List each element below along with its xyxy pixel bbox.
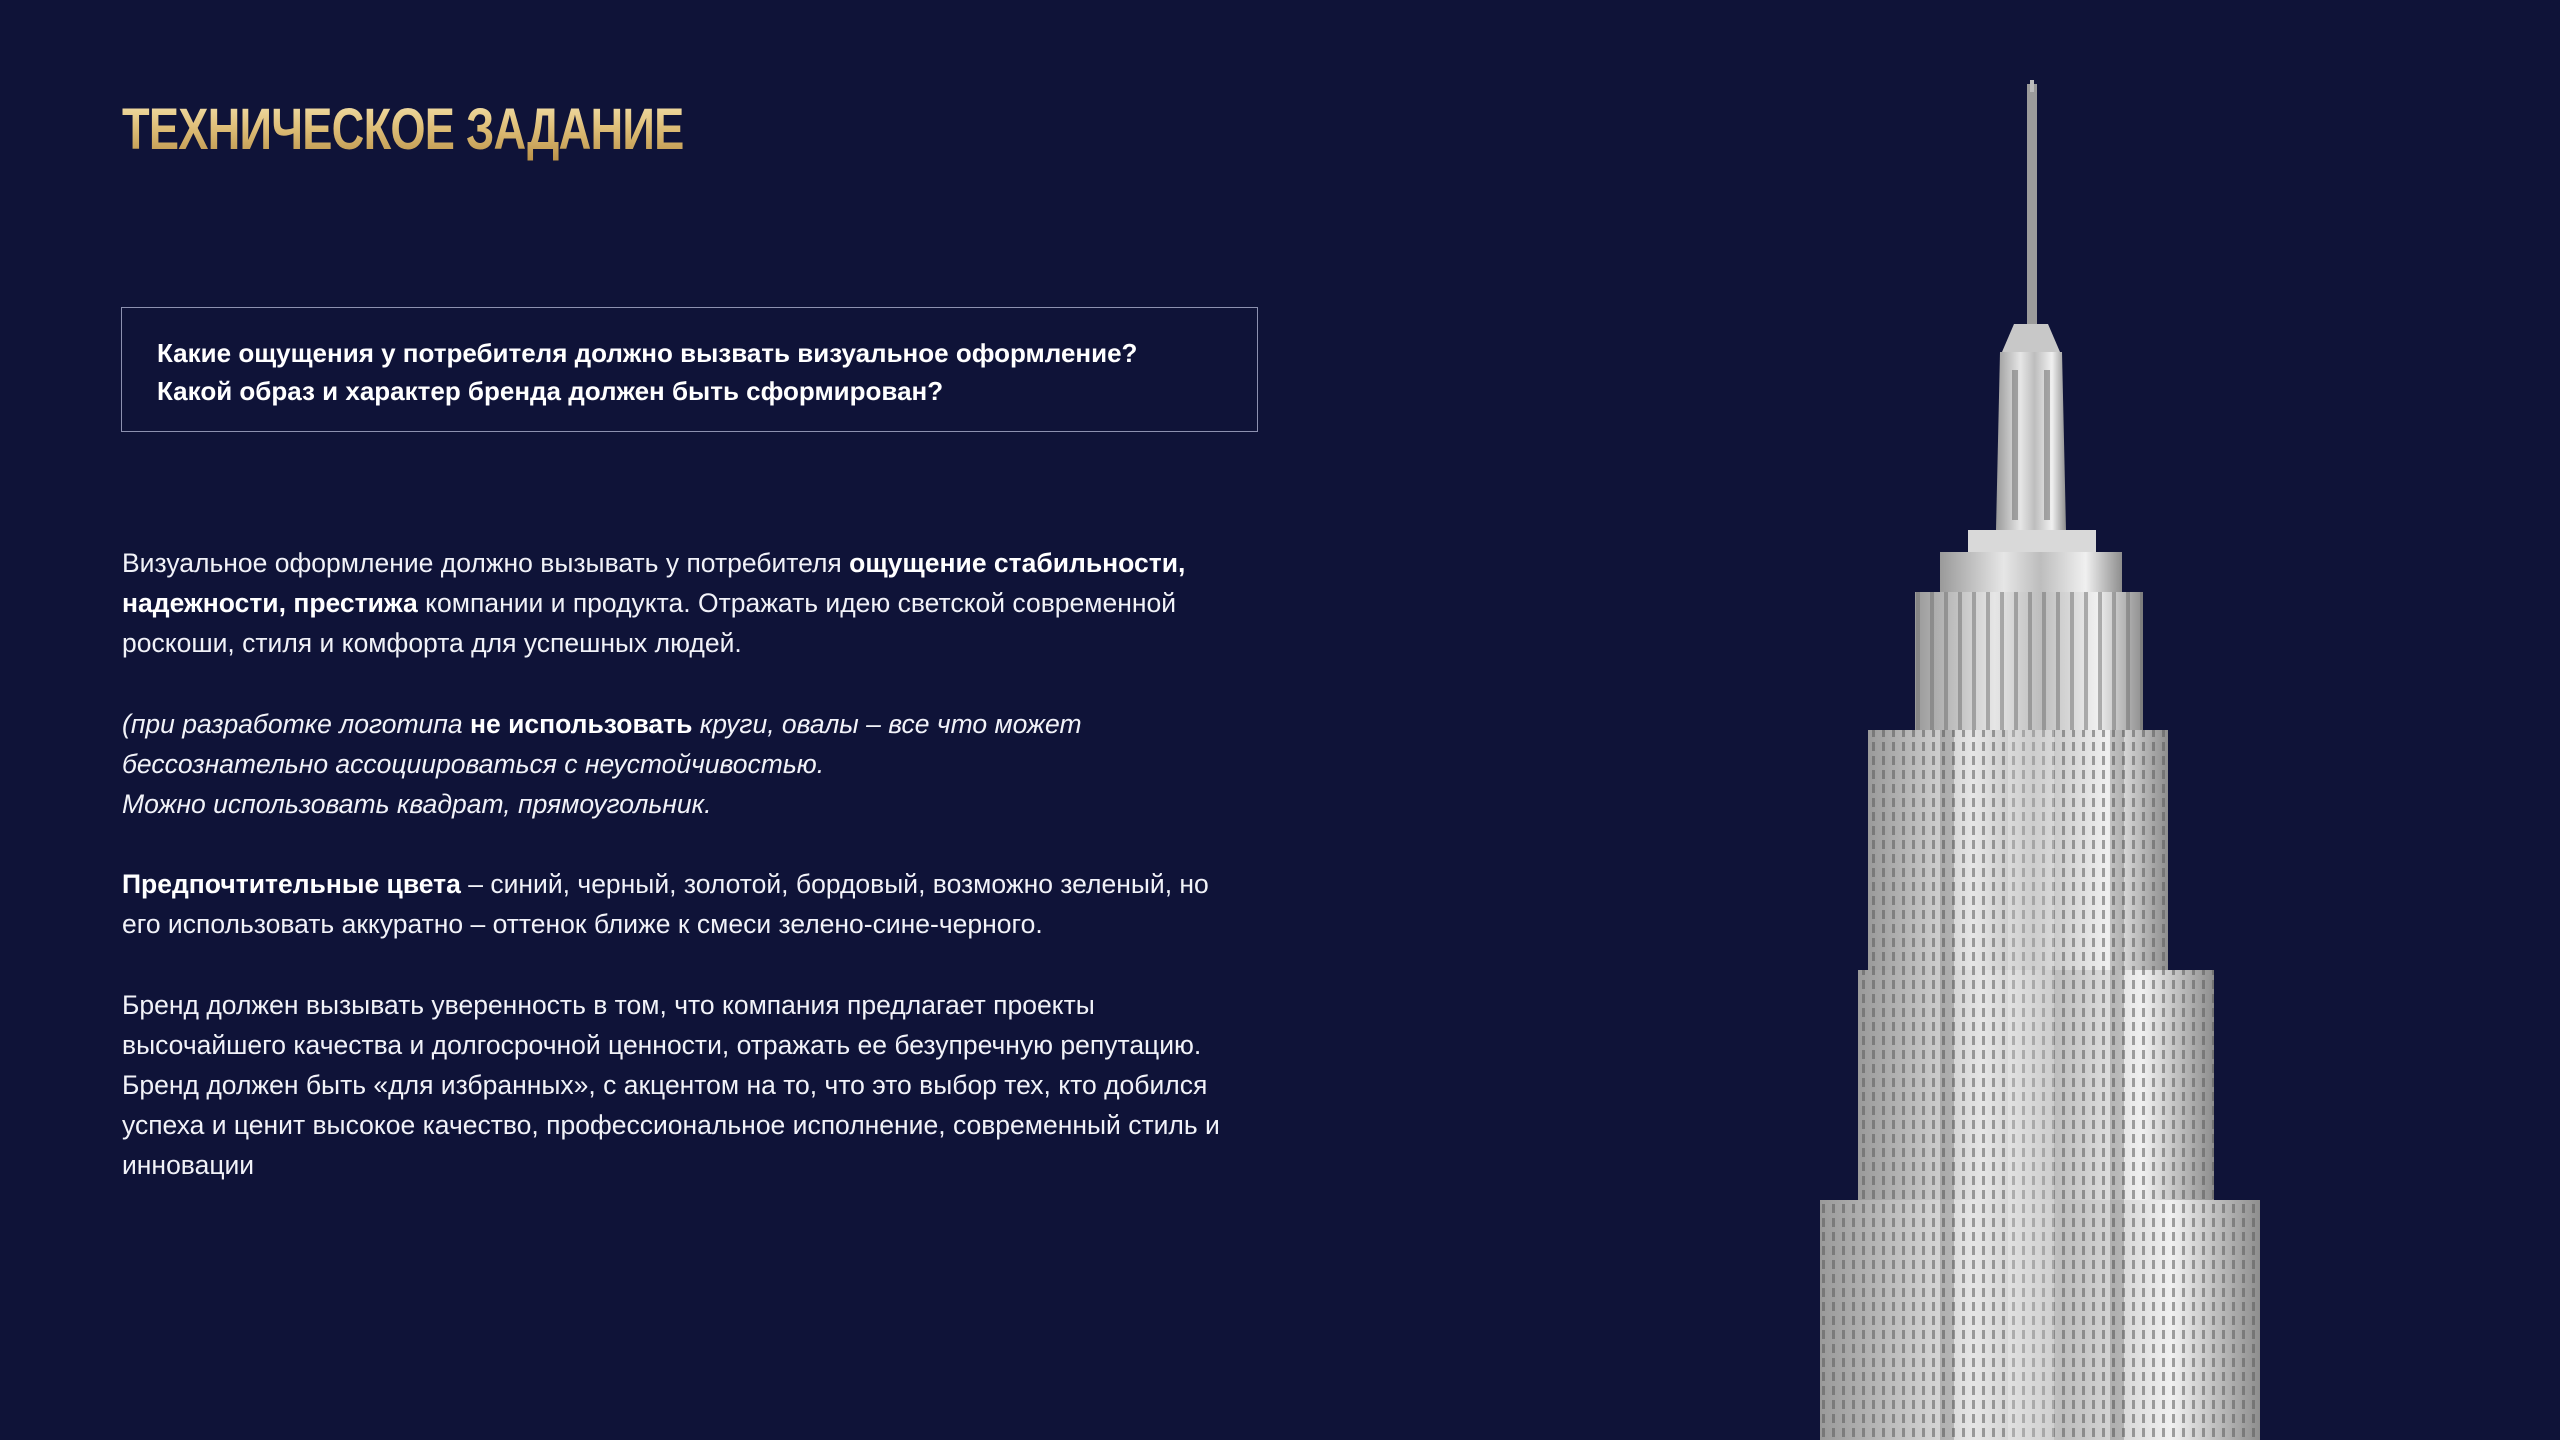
paragraph4-text: Бренд должен вызывать уверенность в том, что компания предлагает проекты высочайшего качества и долгосрочной ценности, отражать ее безупречную репутацию. Бренд должен быть «для избранных», с акцентом на то, что это выбор тех, кто добился успеха и ценит высокое качество, профессиональное исполнение, современный стиль и инновации: [122, 989, 1220, 1181]
paragraph2-italic-2: круги, овалы – все что может бессознательно ассоциироваться с неустойчивостью.: [122, 708, 1082, 779]
question-line-1: Какие ощущения у потребителя должно вызвать визуальное оформление?: [157, 338, 1138, 368]
body-text: [122, 543, 1252, 1226]
paragraph3-text: – синий, черный, золотой, бордовый, возможно зеленый, но его использовать аккуратно – оттенок ближе к смеси зелено-сине-черного.: [122, 869, 1209, 940]
paragraph2-italic-1: (при разработке логотипа: [122, 708, 470, 739]
paragraph-visual-feel: [122, 543, 1252, 664]
question-box: [121, 307, 1258, 432]
paragraph2-italic-3: Можно использовать квадрат, прямоугольник.: [122, 789, 712, 820]
skyscraper-image: [1790, 40, 2280, 1440]
paragraph2-bold: не использовать: [469, 708, 693, 739]
paragraph1-text-2: компании и продукта. Отражать идею светской современной роскоши, стиля и комфорта для успешных людей.: [122, 588, 1177, 659]
paragraph1-bold: ощущение стабильности, надежности, престижа: [122, 548, 1186, 619]
paragraph3-bold: Предпочтительные цвета: [122, 869, 461, 900]
question-line-2: Какой образ и характер бренда должен быть сформирован?: [157, 376, 944, 406]
page-title: ТЕХНИЧЕСКОЕ ЗАДАНИЕ: [122, 97, 684, 162]
paragraph-logo-note: [122, 704, 1252, 825]
paragraph1-text-1: Визуальное оформление должно вызывать у потребителя: [122, 548, 850, 578]
paragraph-colors: [122, 864, 1252, 944]
paragraph-brand: [122, 985, 1252, 1186]
